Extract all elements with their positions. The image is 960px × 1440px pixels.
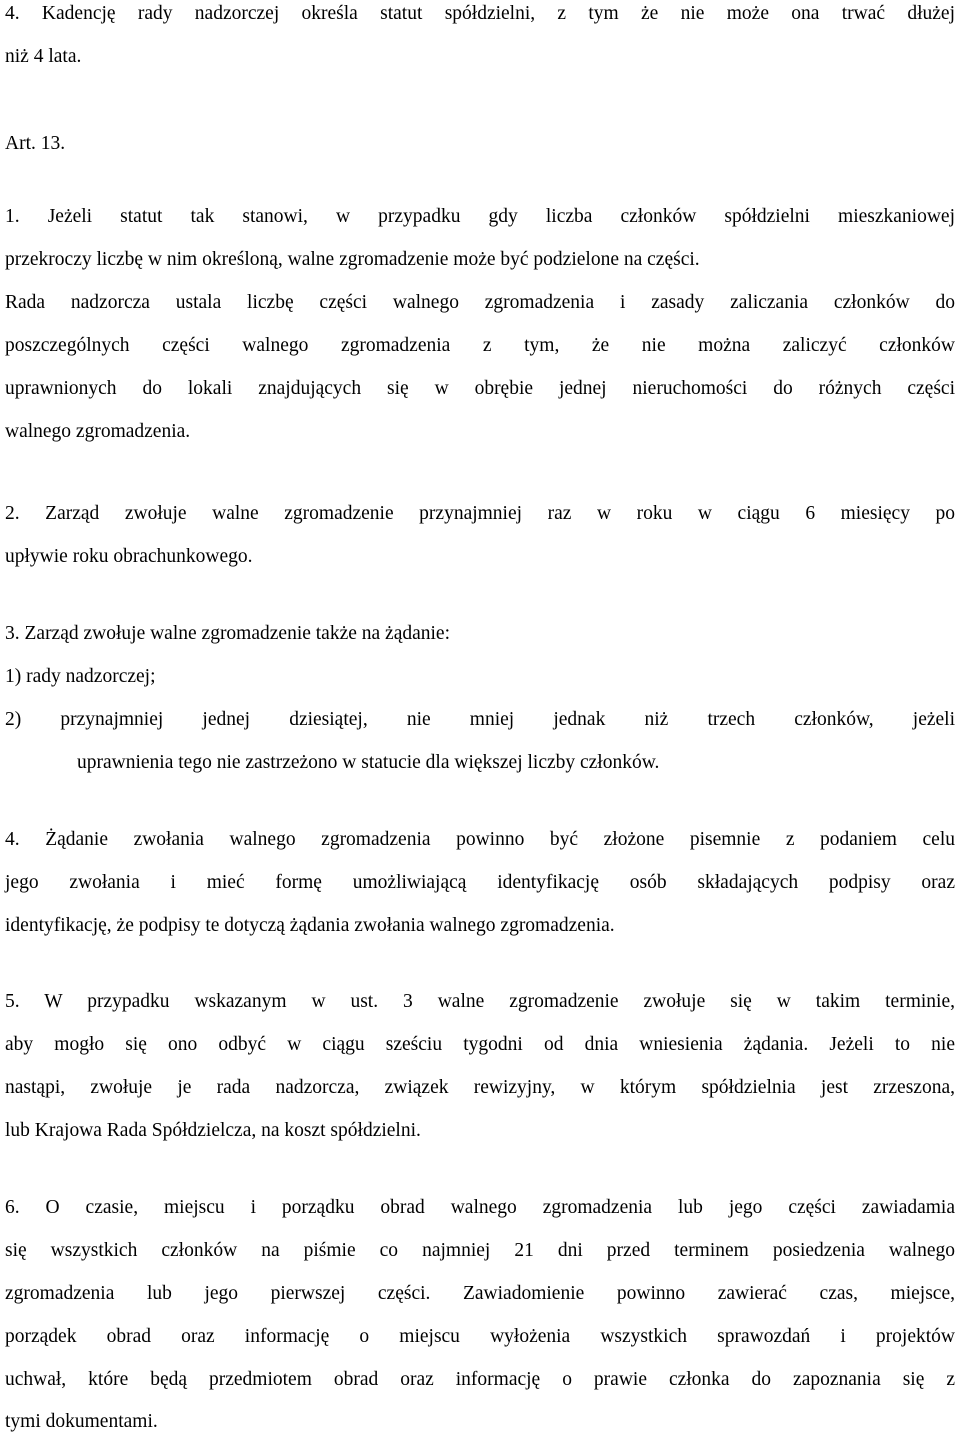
text-line: Rada nadzorcza ustala liczbę części walnego zgromadzenia i zasady zaliczania członków do xyxy=(5,292,955,313)
text-line: 1. Jeżeli statut tak stanowi, w przypadku gdy liczba członków spółdzielni mieszkaniowej xyxy=(5,206,955,227)
list-item: 1) rady nadzorczej; xyxy=(5,666,156,687)
text-line: aby mogło się ono odbyć w ciągu sześciu tygodni od dnia wniesienia żądania. Jeżeli to nie xyxy=(5,1034,955,1055)
text-line: niż 4 lata. xyxy=(5,46,82,67)
text-line: walnego zgromadzenia. xyxy=(5,421,191,442)
article-heading: Art. 13. xyxy=(5,133,66,154)
text-line: tymi dokumentami. xyxy=(5,1411,158,1432)
text-line: uprawnionych do lokali znajdujących się w obrębie jednej nieruchomości do różnych części xyxy=(5,378,955,399)
text-line: zgromadzenia lub jego pierwszej części. Zawiadomienie powinno zawierać czas, miejsce, xyxy=(5,1283,955,1304)
text-line: upływie roku obrachunkowego. xyxy=(5,546,253,567)
text-line: lub Krajowa Rada Spółdzielcza, na koszt spółdzielni. xyxy=(5,1120,421,1141)
text-line: się wszystkich członków na piśmie co najmniej 21 dni przed terminem posiedzenia walnego xyxy=(5,1240,955,1261)
text-line: 6. O czasie, miejscu i porządku obrad walnego zgromadzenia lub jego części zawiadamia xyxy=(5,1197,955,1218)
text-line: 2. Zarząd zwołuje walne zgromadzenie przynajmniej raz w roku w ciągu 6 miesięcy po xyxy=(5,503,955,524)
text-line: przekroczy liczbę w nim określoną, walne zgromadzenie może być podzielone na części. xyxy=(5,249,700,270)
text-line: 5. W przypadku wskazanym w ust. 3 walne zgromadzenie zwołuje się w takim terminie, xyxy=(5,991,955,1012)
text-line: identyfikację, że podpisy te dotyczą żądania zwołania walnego zgromadzenia. xyxy=(5,915,615,936)
text-line: 4. Żądanie zwołania walnego zgromadzenia powinno być złożone pisemnie z podaniem celu xyxy=(5,829,955,850)
text-line: 4. Kadencję rady nadzorczej określa statut spółdzielni, z tym że nie może ona trwać dłużej xyxy=(5,3,955,24)
list-item: 2) przynajmniej jednej dziesiątej, nie mniej jednak niż trzech członków, jeżeli xyxy=(5,709,955,730)
text-line: 3. Zarząd zwołuje walne zgromadzenie także na żądanie: xyxy=(5,623,451,644)
text-line: jego zwołania i mieć formę umożliwiającą identyfikację osób składających podpisy oraz xyxy=(5,872,955,893)
text-line: nastąpi, zwołuje je rada nadzorcza, związek rewizyjny, w którym spółdzielnia jest zrzeszona, xyxy=(5,1077,955,1098)
text-line: poszczególnych części walnego zgromadzenia z tym, że nie można zaliczyć członków xyxy=(5,335,955,356)
text-line: porządek obrad oraz informację o miejscu wyłożenia wszystkich sprawozdań i projektów xyxy=(5,1326,955,1347)
text-line: uchwał, które będą przedmiotem obrad oraz informację o prawie członka do zapoznania się z xyxy=(5,1369,955,1390)
list-item-continuation: uprawnienia tego nie zastrzeżono w statucie dla większej liczby członków. xyxy=(77,752,660,773)
